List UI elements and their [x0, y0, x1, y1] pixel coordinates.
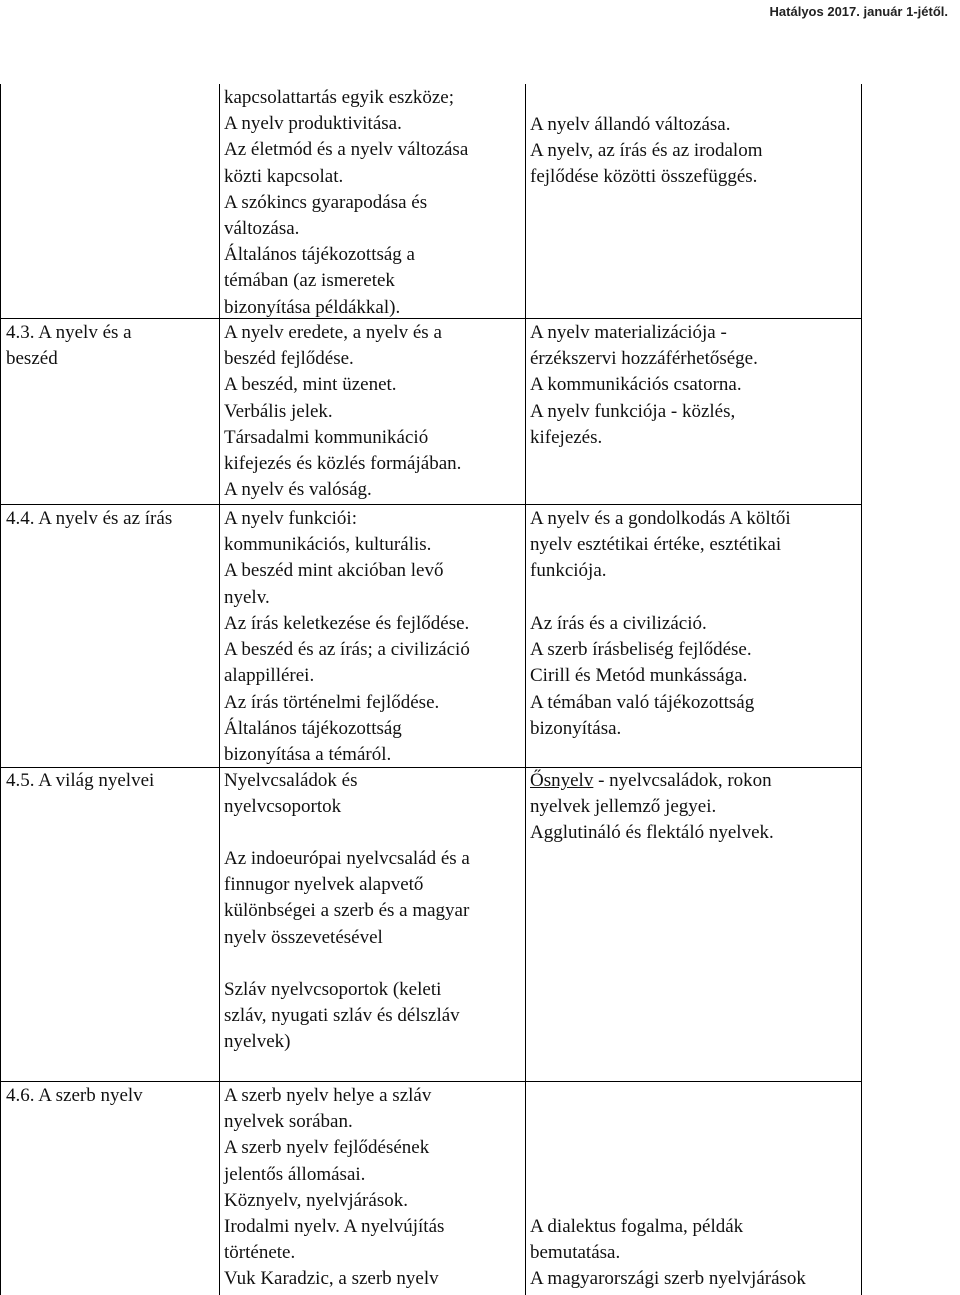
content-line: nyelvcsoportok	[224, 796, 342, 818]
content-line: alappillérei.	[224, 665, 315, 687]
content-line: bizonyítása a témáról.	[224, 743, 392, 765]
row2-topic-cell	[6, 506, 172, 532]
column-divider-2	[525, 84, 526, 1295]
content-line: kifejezés és közlés formájában.	[224, 452, 462, 474]
notes-line: Cirill és Metód munkássága.	[530, 665, 748, 687]
content-line: Szláv nyelvcsoportok (keleti	[224, 979, 442, 1000]
row1-notes-cell	[530, 320, 758, 451]
notes-line: kifejezés.	[530, 426, 603, 448]
notes-line: A kommunikációs csatorna.	[530, 374, 742, 396]
content-line: Az életmód és a nyelv változása	[224, 139, 469, 161]
notes-line: A nyelv és a gondolkodás A költői	[530, 508, 791, 529]
effective-date-header: Hatályos 2017. január 1-jétől.	[769, 4, 948, 19]
notes-line: A nyelv funkciója - közlés,	[530, 400, 736, 422]
topic-line: 4.5. A világ nyelvei	[6, 770, 155, 791]
notes-line: A nyelv materializációja -	[530, 322, 727, 343]
topic-line: 4.4. A nyelv és az írás	[6, 508, 173, 529]
notes-line: A szerb írásbeliség fejlődése.	[530, 639, 752, 661]
content-line: témában (az ismeretek	[224, 270, 395, 292]
content-line: változása.	[224, 217, 300, 239]
content-line: nyelvek sorában.	[224, 1111, 353, 1133]
topic-line: 4.6. A szerb nyelv	[6, 1085, 143, 1106]
notes-line: érzékszervi hozzáférhetősége.	[530, 348, 758, 370]
row3-content-cell-c	[224, 977, 460, 1056]
row4-content-cell-b	[224, 1214, 444, 1293]
row2-content-cell-b	[224, 611, 470, 768]
content-line: Társadalmi kommunikáció	[224, 426, 429, 448]
content-line: nyelv összevetésével	[224, 926, 383, 948]
content-line: nyelv.	[224, 586, 270, 608]
content-line: jelentős állomásai.	[224, 1163, 366, 1185]
content-line: kommunikációs, kulturális.	[224, 534, 432, 556]
notes-line	[530, 768, 774, 794]
content-line: szláv, nyugati szláv és délszláv	[224, 1005, 460, 1027]
content-line: kapcsolattartás egyik eszköze;	[224, 87, 455, 108]
content-line: finnugor nyelvek alapvető	[224, 874, 424, 896]
notes-line: A nyelv állandó változása.	[530, 114, 731, 135]
notes-line: bemutatása.	[530, 1242, 621, 1264]
content-line: A szerb nyelv fejlődésének	[224, 1137, 430, 1159]
notes-line: funkciója.	[530, 560, 607, 582]
notes-text: - nyelvcsaládok, rokon	[593, 770, 772, 791]
content-line: A beszéd, mint üzenet.	[224, 374, 397, 396]
topic-line: beszéd	[6, 348, 58, 370]
notes-line: nyelv esztétikai értéke, esztétikai	[530, 534, 782, 556]
content-line: A nyelv produktivitása.	[224, 113, 402, 135]
content-line: Az indoeurópai nyelvcsalád és a	[224, 848, 470, 869]
column-divider-1	[219, 84, 220, 1295]
content-line: beszéd fejlődése.	[224, 348, 354, 370]
notes-line: bizonyítása.	[530, 717, 622, 739]
notes-line: Agglutináló és flektáló nyelvek.	[530, 822, 774, 844]
notes-line: A témában való tájékozottság	[530, 691, 755, 713]
row2-content-cell-a	[224, 506, 444, 611]
content-line: A beszéd mint akcióban levő	[224, 560, 444, 582]
notes-line: A magyarországi szerb nyelvjárások	[530, 1268, 806, 1290]
row3-topic-cell	[6, 768, 154, 794]
row0-content-cell	[224, 85, 468, 321]
content-line: Vuk Karadzic, a szerb nyelv	[224, 1268, 439, 1290]
row3-notes-cell	[530, 768, 774, 847]
content-line: Verbális jelek.	[224, 400, 333, 422]
notes-line: Az írás és a civilizáció.	[530, 613, 707, 634]
content-line: A szerb nyelv helye a szláv	[224, 1085, 432, 1106]
topic-line: 4.3. A nyelv és a	[6, 322, 132, 343]
row4-notes-cell	[530, 1214, 806, 1293]
content-line: A nyelv eredete, a nyelv és a	[224, 322, 442, 343]
content-line: A beszéd és az írás; a civilizáció	[224, 639, 470, 661]
content-line: bizonyítása példákkal).	[224, 296, 401, 318]
content-line: Nyelvcsaládok és	[224, 770, 358, 791]
notes-line: A nyelv, az írás és az irodalom	[530, 140, 763, 162]
row-divider-4	[0, 1081, 862, 1082]
content-line: Az írás keletkezése és fejlődése.	[224, 613, 470, 634]
row0-notes-cell	[530, 112, 763, 191]
table-right-border	[861, 84, 862, 1295]
row2-notes-cell-b	[530, 611, 754, 742]
notes-line: nyelvek jellemző jegyei.	[530, 796, 717, 818]
row2-notes-cell-a	[530, 506, 791, 585]
content-line: nyelvek)	[224, 1031, 291, 1053]
table-left-border	[0, 84, 1, 1295]
content-line: közti kapcsolat.	[224, 165, 344, 187]
content-line: Általános tájékozottság	[224, 717, 402, 739]
content-line: A nyelv funkciói:	[224, 508, 357, 529]
row4-content-cell-a	[224, 1083, 431, 1214]
content-line: Az írás történelmi fejlődése.	[224, 691, 440, 713]
content-line: A szókincs gyarapodása és	[224, 191, 428, 213]
row4-topic-cell	[6, 1083, 143, 1109]
content-line: A nyelv és valóság.	[224, 479, 372, 501]
content-line: különbségei a szerb és a magyar	[224, 900, 470, 922]
content-line: története.	[224, 1242, 296, 1264]
row3-content-cell-b	[224, 846, 470, 951]
row-divider-2	[0, 504, 862, 505]
content-line: Általános tájékozottság a	[224, 244, 415, 266]
notes-line: fejlődése közötti összefüggés.	[530, 166, 758, 188]
content-line: Irodalmi nyelv. A nyelvújítás	[224, 1216, 445, 1237]
row1-content-cell	[224, 320, 461, 503]
row3-content-cell-a	[224, 768, 357, 820]
notes-line: A dialektus fogalma, példák	[530, 1216, 744, 1237]
content-line: Köznyelv, nyelvjárások.	[224, 1189, 408, 1211]
row1-topic-cell	[6, 320, 132, 372]
underlined-term: Ősnyelv	[530, 770, 594, 791]
